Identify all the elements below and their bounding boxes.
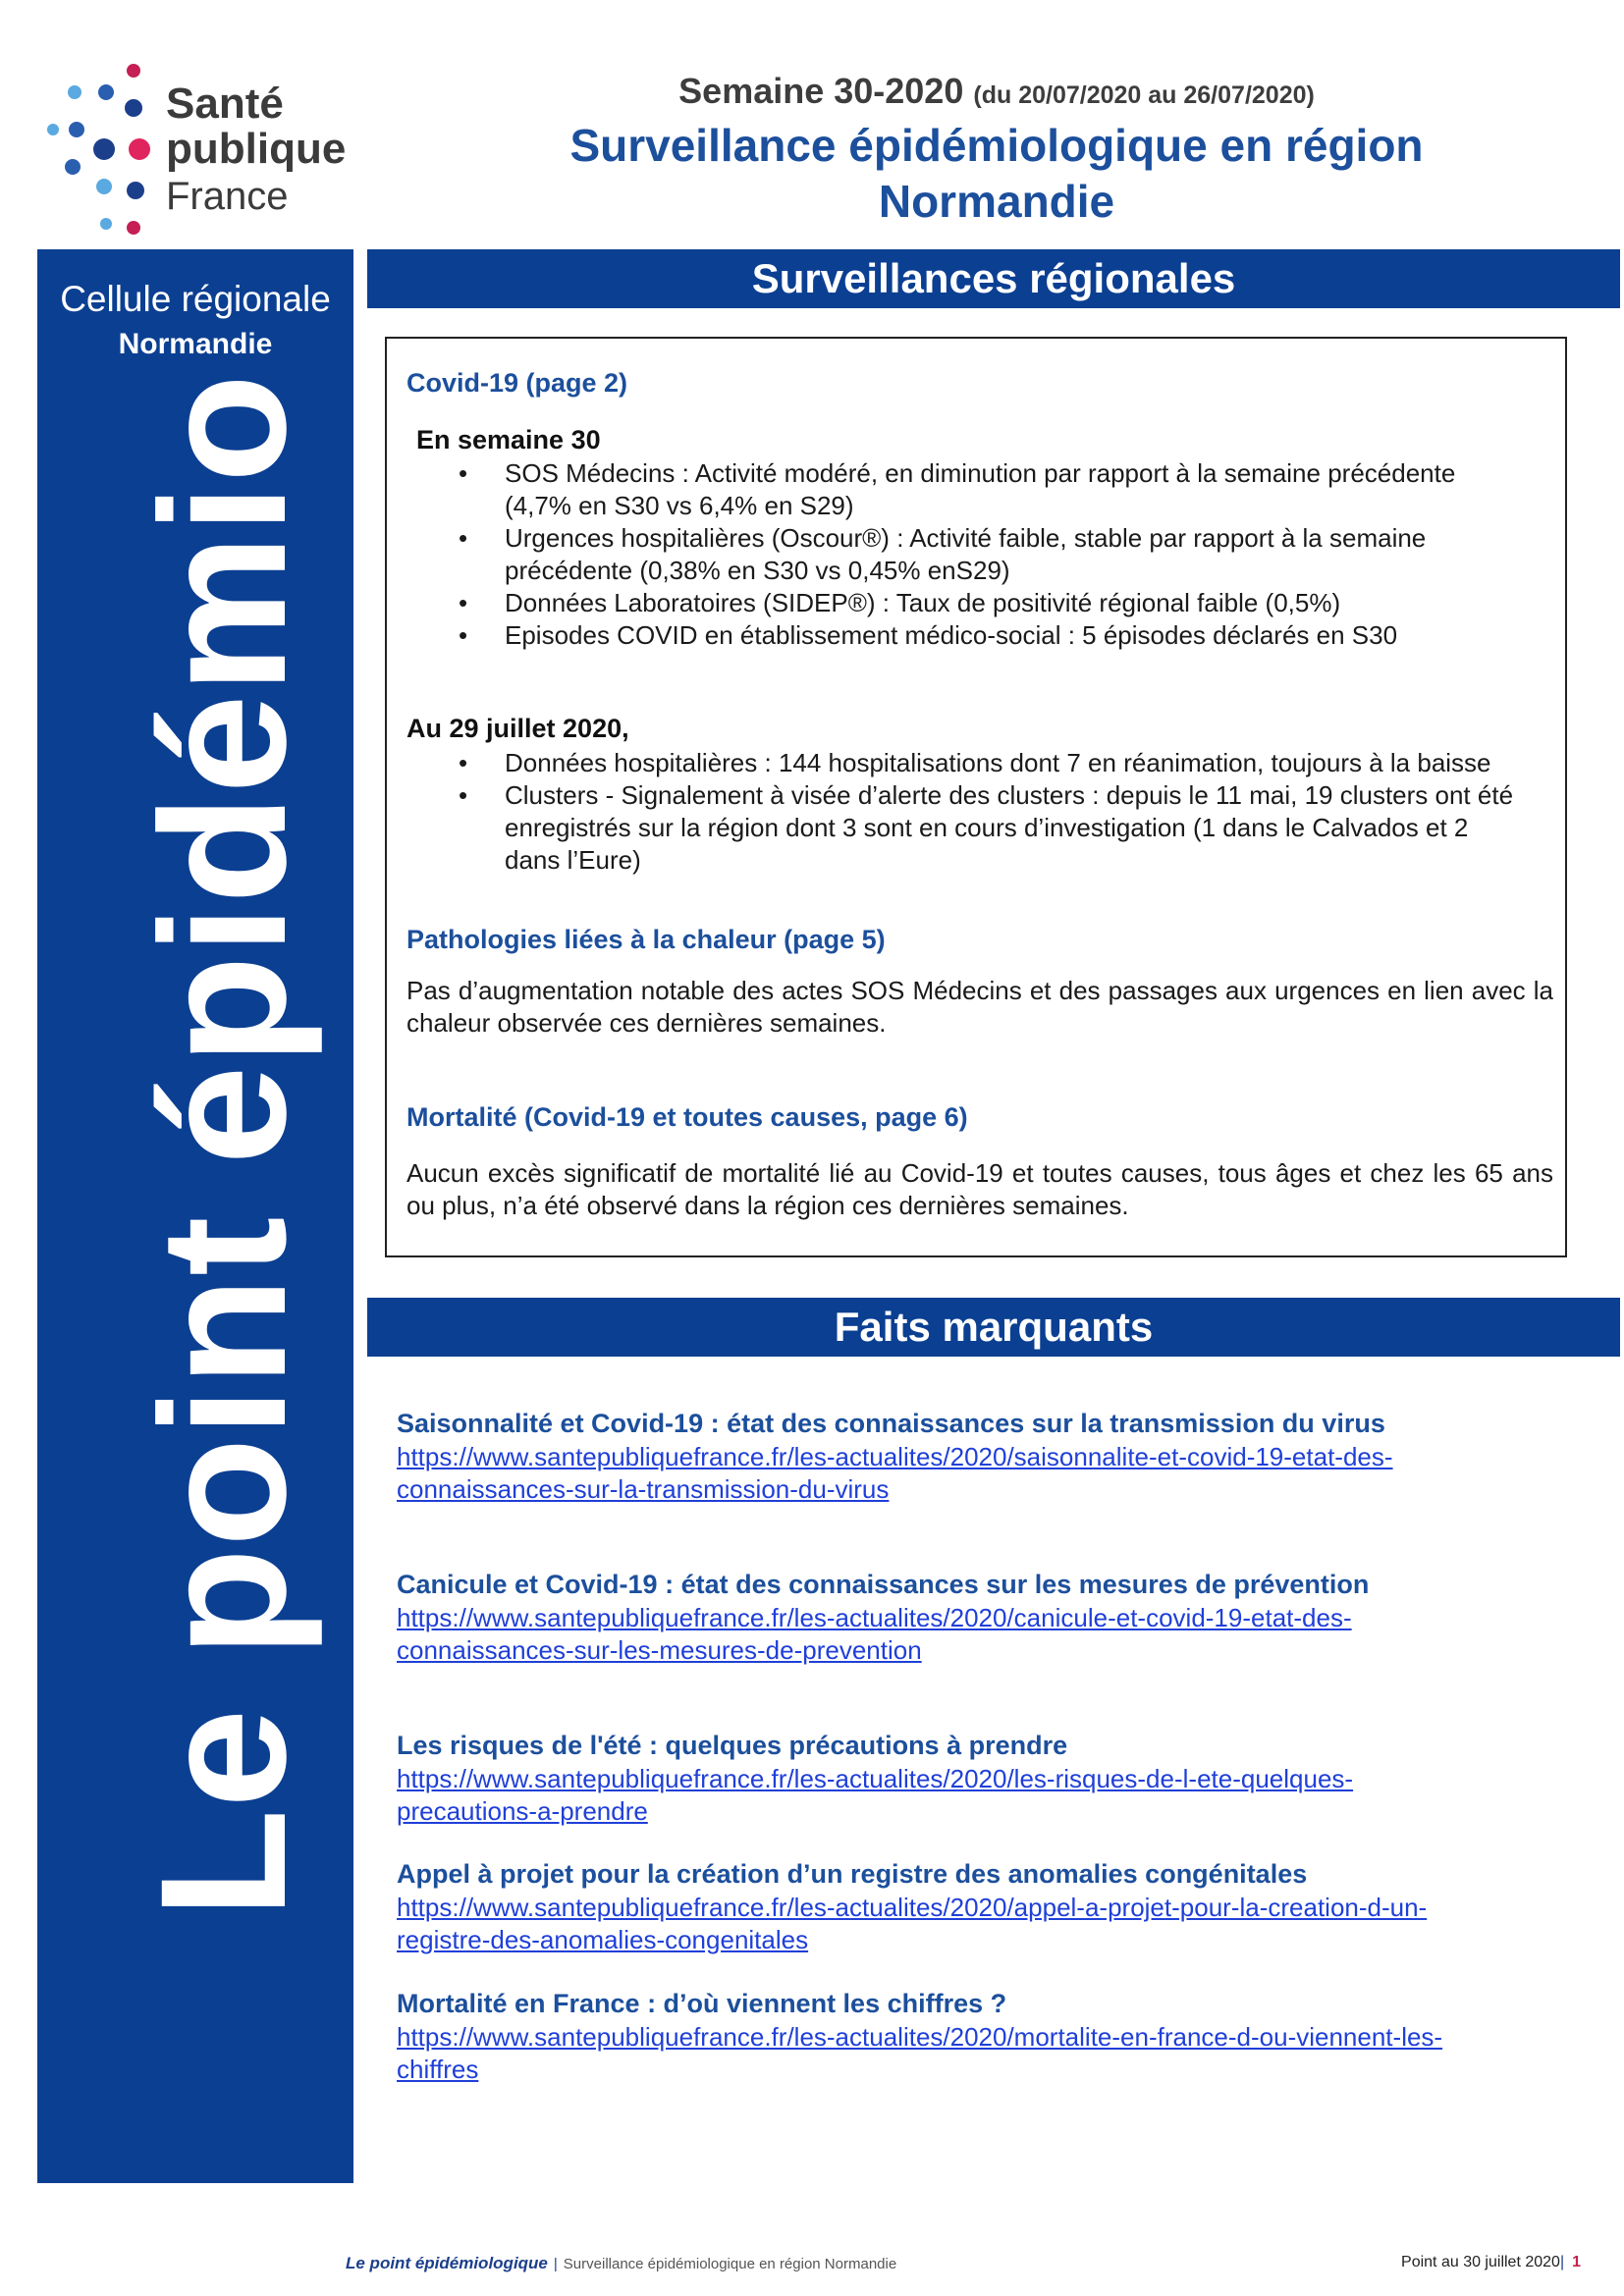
logo-text-line2: publique [166, 125, 347, 173]
list-item: • Données hospitalières : 144 hospitalisations dont 7 en réanimation, toujours à la baisse [459, 748, 1491, 777]
page-title-line1: Surveillance épidémiologique en région [569, 120, 1424, 171]
fact-link[interactable]: https://www.santepubliquefrance.fr/les-actualites/2020/les-risques-de-l-ete-quelques- precautions-a-prendre [397, 1764, 1354, 1826]
covid-section-title: Covid-19 (page 2) [406, 368, 628, 398]
vertical-brand-text: Le point épidémio [123, 372, 323, 1918]
header-week [373, 71, 1620, 112]
date-heading: Au 29 juillet 2020, [406, 714, 629, 743]
week-list [459, 457, 1526, 652]
logo-dots-icon [43, 61, 161, 247]
fact-title: Canicule et Covid-19 : état des connaissances sur les mesures de prévention [397, 1570, 1370, 1599]
fact-link[interactable]: https://www.santepubliquefrance.fr/les-actualites/2020/canicule-et-covid-19-etat-des- connaissances-sur-les-mesures-de-prevention [397, 1603, 1352, 1665]
heat-text: Pas d’augmentation notable des actes SOS Médecins et des passages aux urgences en lien avec la chaleur observée ces dernières semaines. [406, 976, 1553, 1038]
surveillance-banner: Surveillances régionales [367, 249, 1620, 308]
date-list [459, 747, 1526, 877]
page-number: 1 [1572, 2254, 1581, 2270]
sidebar-title: Cellule régionale [60, 279, 331, 319]
logo-text-line3: France [166, 175, 289, 218]
surveillance-box [385, 337, 1567, 1257]
week-label: Semaine 30-2020 [678, 71, 964, 111]
fact-link[interactable]: https://www.santepubliquefrance.fr/les-actualites/2020/mortalite-en-france-d-ou-viennent-les- chiffres [397, 2022, 1443, 2084]
week-heading: En semaine 30 [416, 425, 601, 454]
list-item: • Données Laboratoires (SIDEP®) : Taux de positivité régional faible (0,5%) [459, 588, 1341, 617]
fact-title: Saisonnalité et Covid-19 : état des connaissances sur la transmission du virus [397, 1409, 1385, 1438]
mortality-section-title: Mortalité (Covid-19 et toutes causes, page 6) [406, 1102, 968, 1132]
page-title-line2: Normandie [878, 176, 1115, 227]
page-title [373, 118, 1620, 230]
faits-banner: Faits marquants [367, 1298, 1620, 1357]
footer-subtitle: Surveillance épidémiologique en région Normandie [563, 2256, 897, 2272]
logo-text-line1: Santé [166, 80, 284, 128]
sidebar-region: Normandie [118, 328, 273, 360]
footer-date: Point au 30 juillet 2020 [1401, 2254, 1560, 2270]
fact-link[interactable]: https://www.santepubliquefrance.fr/les-actualites/2020/saisonnalite-et-covid-19-etat-des- connaissances-sur-la-transmission-du-virus [397, 1442, 1393, 1504]
footer-right: Point au 30 juillet 2020| 1 [1401, 2254, 1581, 2270]
list-item: • SOS Médecins : Activité modéré, en diminution par rapport à la semaine précédente (4,7% en S30 vs 6,4% en S29) [459, 458, 1456, 520]
heat-section-title: Pathologies liées à la chaleur (page 5) [406, 925, 886, 954]
footer [0, 2254, 1624, 2283]
fact-title: Les risques de l'été : quelques précautions à prendre [397, 1731, 1068, 1760]
footer-left: Le point épidémiologique | Surveillance épidémiologique en région Normandie [346, 2254, 897, 2272]
fact-title: Appel à projet pour la création d’un registre des anomalies congénitales [397, 1859, 1308, 1889]
footer-brand: Le point épidémiologique [346, 2254, 548, 2272]
list-item: • Episodes COVID en établissement médico-social : 5 épisodes déclarés en S30 [459, 620, 1398, 650]
fact-title: Mortalité en France : d’où viennent les chiffres ? [397, 1989, 1007, 2018]
sidebar [37, 249, 353, 2183]
list-item: • Clusters - Signalement à visée d’alerte des clusters : depuis le 11 mai, 19 clusters ont été enregistrés sur la région dont 3 sont en cours d’investigation (1 dans le Calvados et 2 dans l’Eure) [459, 780, 1514, 875]
santepubliquefrance-logo [43, 61, 357, 247]
mortality-text: Aucun excès significatif de mortalité lié au Covid-19 et toutes causes, tous âges et chez les 65 ans ou plus, n’a été observé dans la région ces dernières semaines. [406, 1158, 1553, 1220]
week-dates: (du 20/07/2020 au 26/07/2020) [973, 81, 1315, 109]
fact-link[interactable]: https://www.santepubliquefrance.fr/les-actualites/2020/appel-a-projet-pour-la-creation-d-un- registre-des-anomalies-congenitales [397, 1893, 1428, 1954]
list-item: • Urgences hospitalières (Oscour®) : Activité faible, stable par rapport à la semaine précédente (0,38% en S30 vs 0,45% enS29) [459, 523, 1427, 585]
